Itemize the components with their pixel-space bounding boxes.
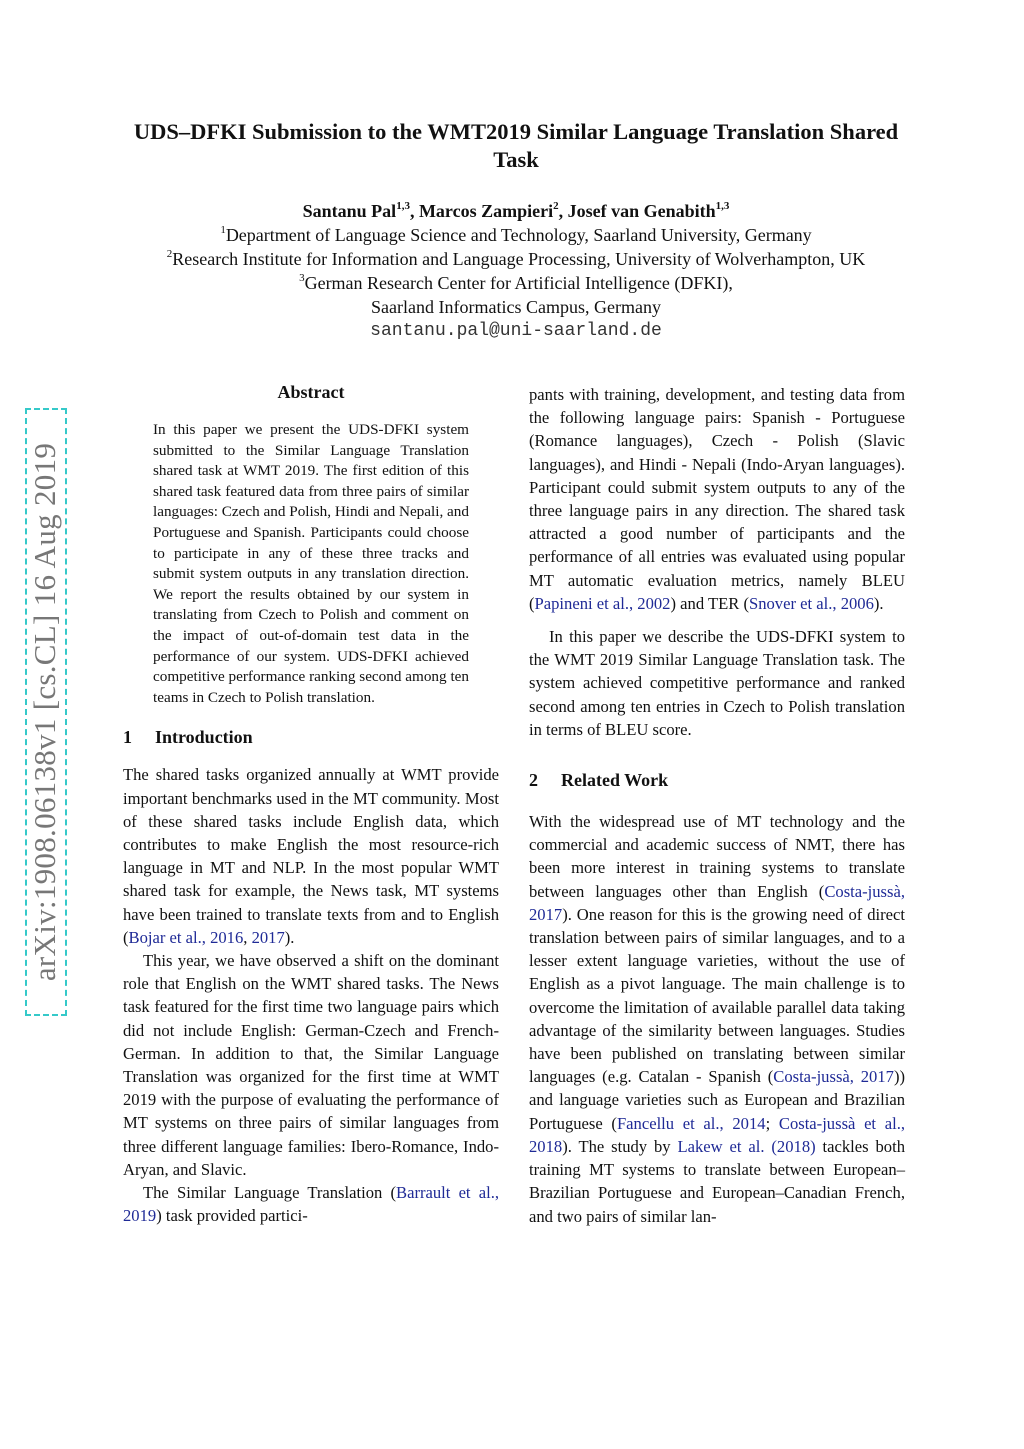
paragraph-text: tackles both training MT systems to translate between European–Brazilian Portuguese and European–Canadian French, and two pairs of similar lan- bbox=[529, 1136, 905, 1226]
citation-link[interactable]: Bojar et al., 2016 bbox=[128, 927, 244, 947]
paragraph-text: ) task provided partici- bbox=[156, 1206, 308, 1226]
paragraph-text: pants with training, development, and testing data from the following language pairs: Spanish - Portuguese (Romance languages), Czech - Polish (Slavic languages), and Hindi - Nepali (Indo-Aryan languages). Participant could submit system outputs to any of the three language pairs in any direction. The shared task attracted a good number of participants and the performance of all entries was evaluated using popular MT automatic evaluation metrics, namely BLEU ( bbox=[529, 385, 905, 613]
affiliation-line bbox=[100, 223, 932, 247]
author-affil-marker: 2 bbox=[553, 200, 559, 212]
right-column bbox=[529, 383, 905, 1228]
paragraph-text: ). bbox=[284, 927, 295, 947]
author-affil-marker: 1,3 bbox=[396, 200, 410, 212]
intro-paragraph-1 bbox=[123, 763, 499, 949]
related-paragraph-1 bbox=[529, 810, 905, 1228]
author-name: Josef van Genabith bbox=[567, 201, 716, 221]
abstract-text: In this paper we present the UDS-DFKI system submitted to the Similar Language Translation shared task at WMT 2019. The first edition of this shared task featured data from three pairs of similar languages: Czech and Polish, Hindi and Nepali, and Portuguese and Spanish. Participants could choose to participate in any of these three tracks and submit system outputs in any translation direction. We report the results obtained by our system in translating from Czech to Polish and comment on the impact of out-of-domain test data in the performance of our system. UDS-DFKI achieved competitive performance ranking second among ten teams in Czech to Polish translation. bbox=[153, 421, 469, 706]
paragraph-text: , bbox=[243, 927, 252, 947]
affiliation-text: German Research Center for Artificial Intelligence (DFKI), bbox=[304, 273, 733, 293]
citation-link[interactable]: Lakew et al. (2018) bbox=[677, 1136, 816, 1156]
paragraph-text: ). The study by bbox=[562, 1136, 678, 1156]
section-title: Related Work bbox=[561, 770, 669, 791]
arxiv-stamp: arXiv:1908.06138v1 [cs.CL] 16 Aug 2019 bbox=[27, 442, 62, 982]
left-column bbox=[123, 380, 499, 1227]
section-number: 1 bbox=[123, 727, 132, 748]
abstract-heading: Abstract bbox=[277, 382, 345, 402]
intro-paragraph-3 bbox=[123, 1181, 499, 1227]
author-list: Santanu Pal$^{1,3}$, Marcos Zampieri$^2$, Josef van Genabith$^{1,3}$ bbox=[302, 200, 730, 221]
paragraph-text: The Similar Language Translation ( bbox=[143, 1182, 397, 1202]
affiliation-line bbox=[100, 247, 932, 271]
paragraph-text: The shared tasks organized annually at WMT provide important benchmarks used in the MT community. Most of these shared tasks include English data, which contributes to make English the most resource-rich language in MT and NLP. In the most popular WMT shared task for example, the News task, MT systems have been trained to translate texts from and to English ( bbox=[123, 765, 499, 947]
affiliation-text: Research Institute for Information and Language Processing, University of Wolverhampton, UK bbox=[172, 249, 866, 269]
author-name: Marcos Zampieri bbox=[418, 201, 554, 221]
affiliation-marker: 2 bbox=[166, 248, 173, 260]
intro-paragraph-3-continued bbox=[529, 383, 905, 615]
citation-link[interactable]: Costa-jussà et al., 2018 bbox=[529, 1113, 905, 1156]
intro-paragraph-4: In this paper we describe the UDS-DFKI system to the WMT 2019 Similar Language Translation task. The system achieved competitive performance and ranked second among ten entries in Czech to Polish translation in terms of BLEU score. bbox=[529, 627, 905, 739]
affiliation-line bbox=[100, 295, 932, 319]
citation-link[interactable]: Snover et al., 2006 bbox=[748, 593, 874, 613]
paragraph-text: ). bbox=[873, 593, 884, 613]
paragraph-text: ; bbox=[765, 1113, 779, 1133]
author-name: Santanu Pal bbox=[302, 201, 397, 221]
paragraph-text: )) and language varieties such as European and Brazilian Portuguese ( bbox=[529, 1067, 905, 1133]
section-heading-related-work bbox=[529, 768, 905, 792]
paragraph-text: ) and TER ( bbox=[670, 593, 749, 613]
section-title: Introduction bbox=[155, 727, 253, 748]
affiliation-marker: 3 bbox=[299, 272, 305, 284]
citation-link[interactable]: Fancellu et al., 2014 bbox=[616, 1113, 766, 1133]
affiliation-text: Department of Language Science and Technology, Saarland University, Germany bbox=[225, 225, 812, 245]
section-heading-introduction bbox=[123, 725, 499, 749]
citation-link[interactable]: 2017 bbox=[251, 927, 285, 947]
intro-paragraph-2: This year, we have observed a shift on the dominant role that English on the WMT shared tasks. The News task featured for the first time two language pairs which did not include English: German-Czech and French-German. In addition to that, the Similar Language Translation was organized for the first time at WMT 2019 with the purpose of evaluating the performance of MT systems on three pairs of similar languages from three different language families: Ibero-Romance, Indo-Aryan, and Slavic. bbox=[123, 950, 499, 1179]
author-affil-marker: 1,3 bbox=[715, 200, 730, 212]
citation-link[interactable]: Papineni et al., 2002 bbox=[534, 593, 671, 613]
affiliation-line bbox=[100, 271, 932, 295]
citation-link[interactable]: Barrault et al., 2019 bbox=[123, 1182, 499, 1226]
paragraph-text: ). One reason for this is the growing need of direct translation between pairs of similar languages, and to a lesser extent language varieties, without the use of English as a pivot language. The main challenge is to overcome the limitation of available parallel data taking advantage of the similarity between languages. Studies have been published on translating between similar languages (e.g. Catalan - Spanish ( bbox=[529, 904, 905, 1087]
affiliation-marker: 1 bbox=[220, 224, 226, 236]
paper-title: UDS–DFKI Submission to the WMT2019 Similar Language Translation Shared Task bbox=[133, 119, 899, 172]
author-email: santanu.pal@uni-saarland.de bbox=[370, 321, 662, 341]
paragraph-text: With the widespread use of MT technology and the commercial and academic success of NMT, there has been more interest in training systems to translate between languages other than English ( bbox=[529, 812, 905, 901]
section-number: 2 bbox=[529, 770, 538, 791]
citation-link[interactable]: Costa-jussà, 2017 bbox=[529, 881, 905, 924]
affiliation-text: Saarland Informatics Campus, Germany bbox=[371, 297, 661, 317]
citation-link[interactable]: Costa-jussà, 2017 bbox=[773, 1067, 894, 1087]
